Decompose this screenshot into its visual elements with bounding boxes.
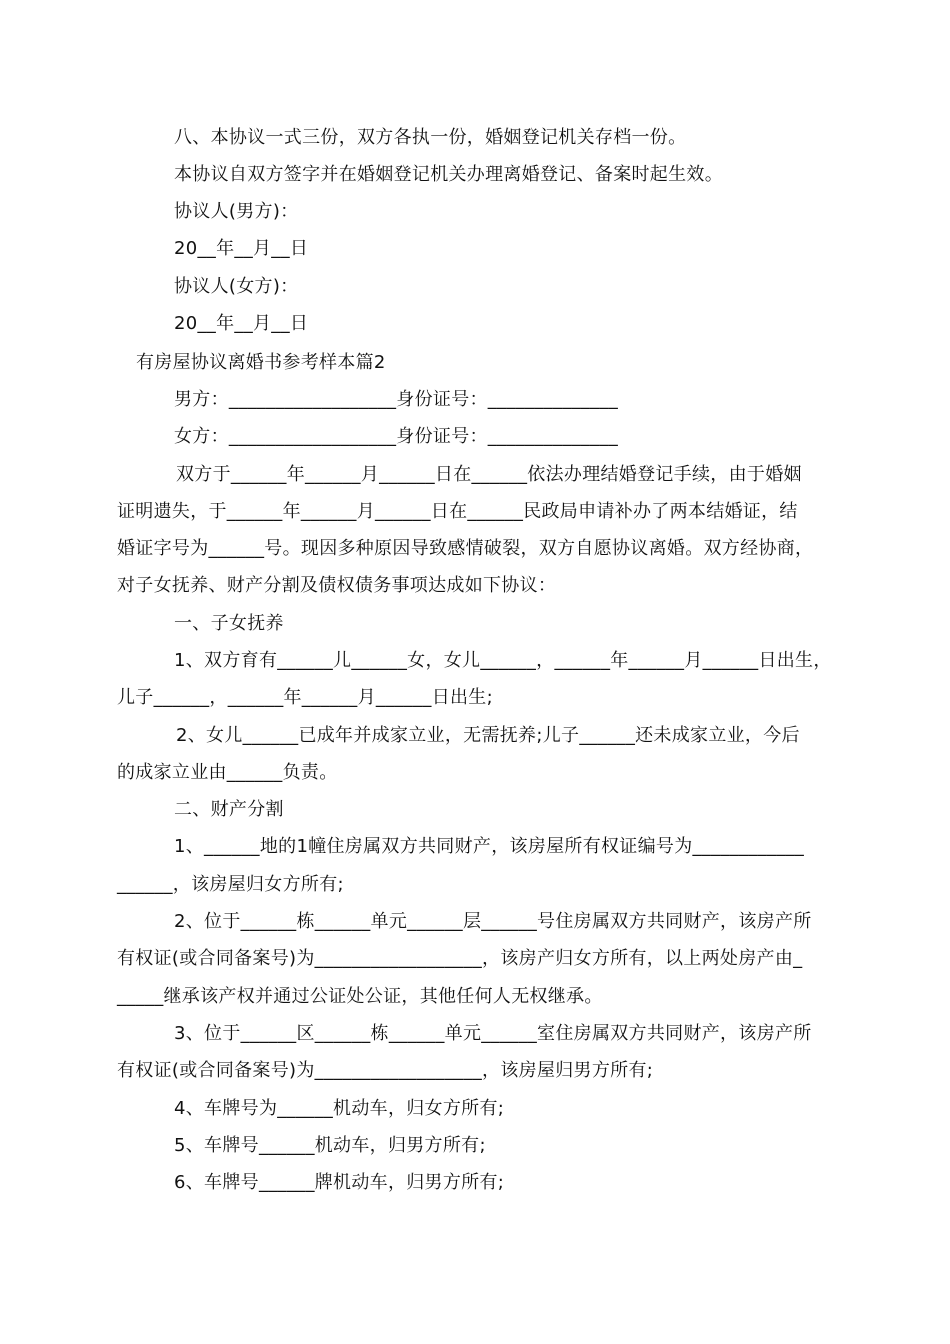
- signatory-female-date: 20__年__月__日: [174, 313, 309, 334]
- paragraph-line: 4、车牌号为______机动车，归女方所有;: [174, 1098, 505, 1119]
- effective-clause: 本协议自双方签字并在婚姻登记机关办理离婚登记、备案时起生效。: [174, 164, 723, 185]
- paragraph-line: 双方于______年______月______日在______依法办理结婚登记手续，由于婚姻: [176, 464, 802, 485]
- paragraph-line: ______，该房屋归女方所有;: [117, 874, 344, 895]
- signatory-male-date: 20__年__月__日: [174, 238, 309, 259]
- heading-property-division: 二、财产分割: [174, 799, 284, 820]
- paragraph-line: 儿子______，______年______月______日出生;: [117, 687, 493, 708]
- paragraph-line: 对子女抚养、财产分割及债权债务事项达成如下协议：: [117, 575, 557, 596]
- paragraph-line: 2、女儿______已成年并成家立业，无需抚养;儿子______还未成家立业，今后: [176, 725, 800, 746]
- female-party-line: 女方：__________________身份证号：______________: [174, 426, 618, 447]
- paragraph-line: _____继承该产权并通过公证处公证，其他任何人无权继承。: [117, 986, 603, 1007]
- paragraph-line: 有权证(或合同备案号)为__________________，该房产归女方所有，以上两处房产由_: [117, 948, 803, 969]
- paragraph-line: 3、位于______区______栋______单元______室住房属双方共同财产，该房产所: [174, 1023, 812, 1044]
- paragraph-line: 的成家立业由______负责。: [117, 762, 338, 783]
- paragraph-line: 证明遗失，于______年______月______日在______民政局申请补办了两本结婚证，结: [117, 501, 798, 522]
- paragraph-line: 5、车牌号______机动车，归男方所有;: [174, 1135, 486, 1156]
- signatory-female-label: 协议人(女方)：: [174, 276, 299, 297]
- paragraph-line: 有权证(或合同备案号)为__________________，该房屋归男方所有;: [117, 1060, 654, 1081]
- male-party-line: 男方：__________________身份证号：______________: [174, 389, 618, 410]
- paragraph-line: 1、______地的1幢住房属双方共同财产，该房屋所有权证编号为____________: [174, 836, 805, 857]
- paragraph-line: 1、双方育有______儿______女，女儿______，______年______月______日出生，: [174, 650, 832, 671]
- paragraph-line: 2、位于______栋______单元______层______号住房属双方共同财产，该房产所: [174, 911, 812, 932]
- clause-8-copies: 八、本协议一式三份，双方各执一份，婚姻登记机关存档一份。: [174, 127, 687, 148]
- heading-child-support: 一、子女抚养: [174, 613, 284, 634]
- signatory-male-label: 协议人(男方)：: [174, 201, 299, 222]
- paragraph-line: 6、车牌号______牌机动车，归男方所有;: [174, 1172, 505, 1193]
- paragraph-line: 婚证字号为______号。现因多种原因导致感情破裂，双方自愿协议离婚。双方经协商，: [117, 538, 814, 559]
- section-title: 有房屋协议离婚书参考样本篇2: [136, 352, 386, 373]
